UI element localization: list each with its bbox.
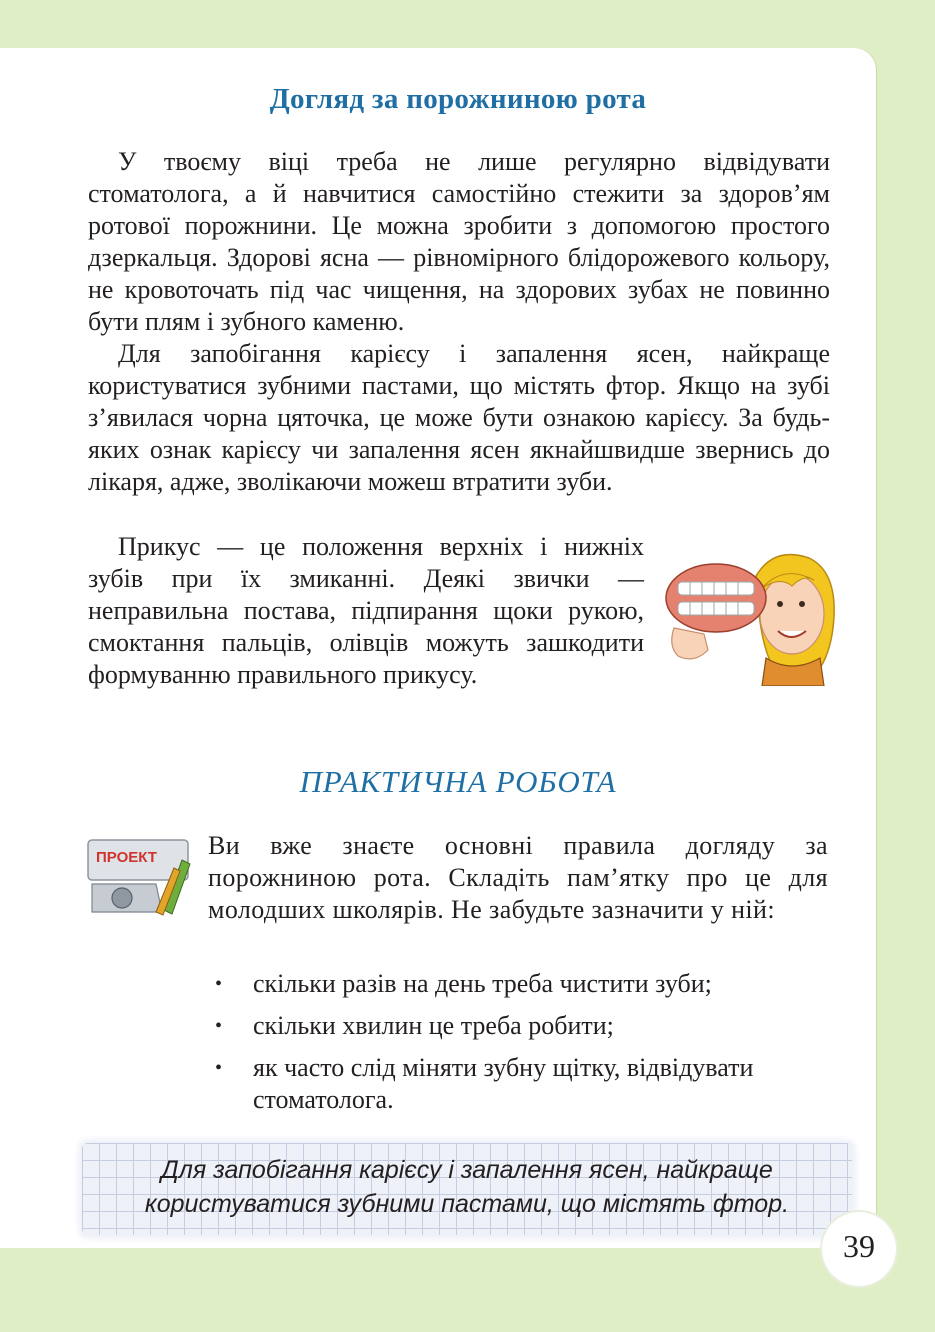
paragraph-2: Для запобігання карієсу і запалення ясен, найкраще користуватися зубними пастами, що містять фтор. Якщо на зубі з’явилася чорна цяточка, це може бути ознакою карієсу. За будь-яких ознак карієсу чи запалення ясен якнайшвидше звернись до лікаря, адже, зволікаючи можеш втратити зуби. bbox=[88, 339, 830, 496]
page-title: Догляд за порожниною рота bbox=[269, 83, 647, 115]
list-item-text: скільки хвилин це треба робити; bbox=[253, 1011, 614, 1040]
bullet-icon: • bbox=[215, 1057, 223, 1079]
paragraph-3: Прикус — це положення верхніх і нижніх зубів при їх змиканні. Деякі звички — неправильна постава, підпирання щоки рукою, смоктання пальців, олівців можуть зашкодити формуванню правильного прикусу. bbox=[88, 532, 644, 689]
project-label: ПРОЕКТ bbox=[96, 849, 157, 866]
list-item bbox=[208, 1010, 830, 1042]
list-item-text: як часто слід міняти зубну щітку, відвідувати стоматолога. bbox=[253, 1053, 754, 1114]
girl-with-teeth-model-illustration bbox=[664, 546, 840, 686]
reminder-checklist bbox=[208, 968, 830, 1126]
bullet-icon: • bbox=[215, 973, 223, 995]
practical-work-heading: ПРАКТИЧНА РОБОТА bbox=[299, 764, 617, 799]
note-line-1: Для запобігання карієсу і запалення ясен, найкраще bbox=[161, 1156, 773, 1184]
project-projector-icon bbox=[86, 838, 194, 918]
paragraph-1: У твоєму віці треба не лише регулярно відвідувати стоматолога, а й навчитися самостійно стежити за здоров’ям ротової порожнини. Це можна зробити з допомогою простого дзеркальця. Здорові ясна — рівномірного блідорожевого кольору, не кровоточать під час чищення, на здорових зубах не повинно бути плям і зубного каменю. bbox=[88, 147, 830, 336]
page-number: 39 bbox=[843, 1228, 875, 1264]
bite-paragraph-block bbox=[88, 531, 644, 691]
intro-paragraphs bbox=[88, 146, 830, 498]
list-item bbox=[208, 1052, 830, 1116]
list-item-text: скільки разів на день треба чистити зуби; bbox=[253, 969, 712, 998]
note-line-2: користуватися зубними пастами, що містять фтор. bbox=[144, 1190, 790, 1218]
list-item bbox=[208, 968, 830, 1000]
practical-intro: Ви вже знаєте основні правила догляду за порожниною рота. Складіть пам’ятку про це для молодших школярів. Не забудьте зазначити у ній: bbox=[208, 831, 828, 924]
practical-task-text bbox=[208, 830, 828, 926]
highlight-note-text bbox=[82, 1153, 852, 1221]
bullet-icon: • bbox=[215, 1015, 223, 1037]
